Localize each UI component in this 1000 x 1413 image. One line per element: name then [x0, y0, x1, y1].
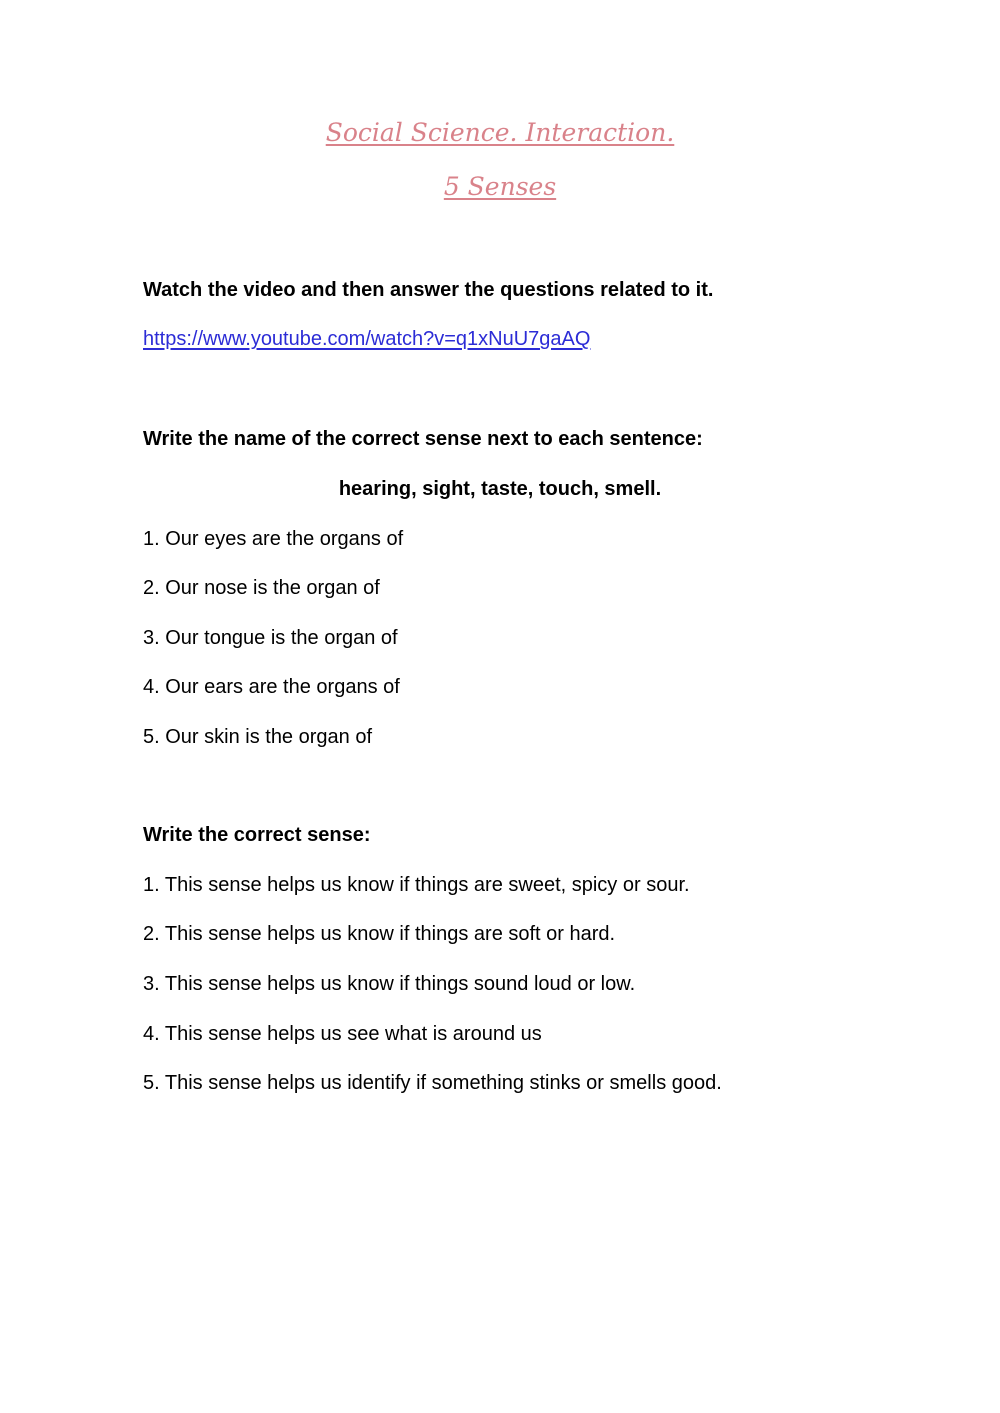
- section2-instruction: Write the correct sense:: [143, 824, 371, 846]
- video-link[interactable]: https://www.youtube.com/watch?v=q1xNuU7gaAQ: [143, 328, 591, 350]
- section1-item: 5. Our skin is the organ of: [143, 726, 373, 748]
- section1-item: 3. Our tongue is the organ of: [143, 627, 398, 649]
- section1-item: 1. Our eyes are the organs of: [143, 528, 404, 550]
- section2-item: 4. This sense helps us see what is around us: [143, 1023, 542, 1045]
- section2-item: 3. This sense helps us know if things sound loud or low.: [143, 973, 636, 995]
- word-bank: hearing, sight, taste, touch, smell.: [338, 478, 662, 500]
- page-subtitle: 5 Senses: [443, 172, 557, 201]
- section2-item: 5. This sense helps us identify if something stinks or smells good.: [143, 1072, 722, 1094]
- section1-item: 2. Our nose is the organ of: [143, 577, 380, 599]
- section2-item: 2. This sense helps us know if things are soft or hard.: [143, 923, 616, 945]
- page-title: Social Science. Interaction.: [325, 118, 675, 147]
- section1-item: 4. Our ears are the organs of: [143, 676, 400, 698]
- video-instruction: Watch the video and then answer the questions related to it.: [143, 279, 714, 301]
- section1-instruction: Write the name of the correct sense next to each sentence:: [143, 428, 703, 450]
- section2-item: 1. This sense helps us know if things are sweet, spicy or sour.: [143, 874, 690, 896]
